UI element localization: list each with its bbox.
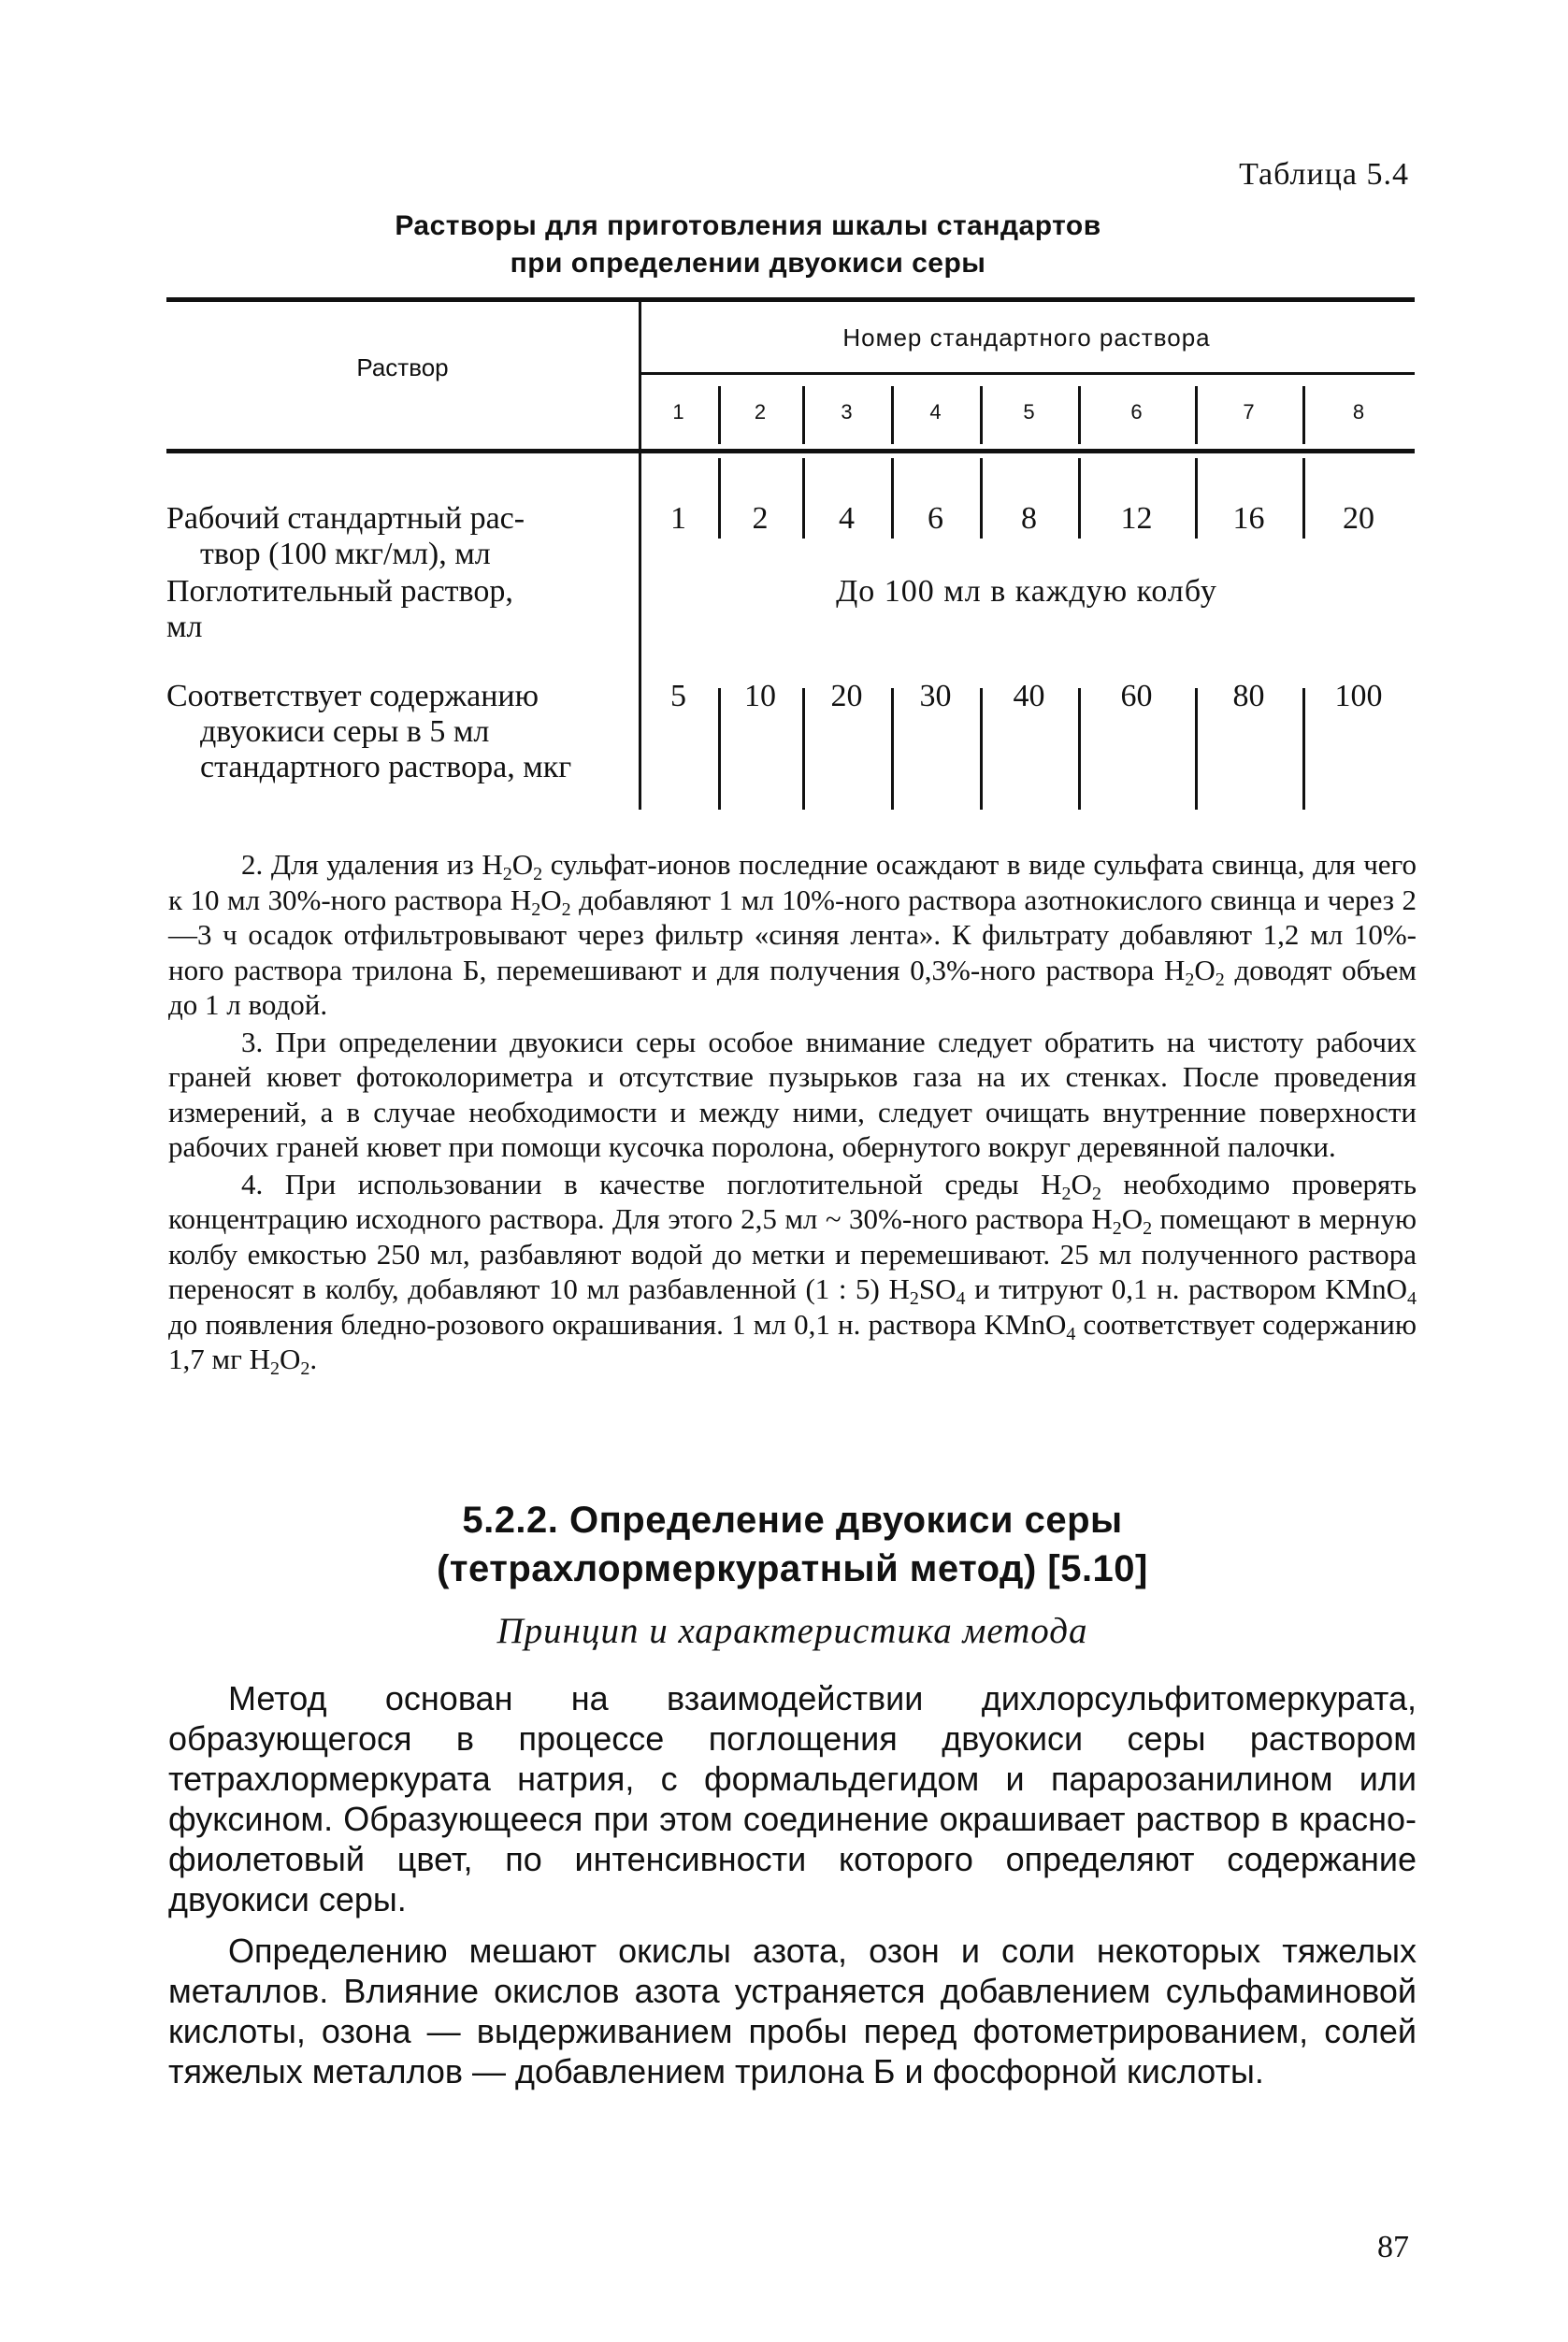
row-label-line: Рабочий стандартный рас- (166, 501, 525, 536)
table-caption-line: Растворы для приготовления шкалы стандартов (395, 210, 1101, 241)
column-number: 7 (1243, 400, 1255, 424)
table-caption (281, 208, 1216, 282)
row-label-content (166, 679, 625, 785)
subscript: 2 (561, 898, 571, 920)
note-text: и титруют 0,1 н. раствором KMnO (965, 1272, 1407, 1305)
column-divider (718, 386, 721, 444)
notes (168, 847, 1417, 1379)
subscript: 2 (1061, 1183, 1072, 1204)
column-number: 2 (754, 400, 767, 424)
note-text: сульфат-ионов последние осаждают в виде сульфата свинца, для чего к 10 мл 30%-ного раствора H (168, 848, 1417, 916)
column-divider (1078, 386, 1081, 444)
note-text: O (1121, 1202, 1144, 1235)
table-top-rule (166, 297, 1415, 302)
note-text: O (279, 1343, 301, 1375)
note-text: O (540, 883, 562, 916)
subscript: 2 (1143, 1218, 1153, 1239)
column-number: 6 (1130, 400, 1143, 424)
column-number: 1 (672, 400, 684, 424)
section-title (168, 1496, 1417, 1593)
main-text (168, 1678, 1417, 2103)
subscript: 2 (533, 864, 543, 884)
note-text: соответствует содержанию 1,7 мг H (168, 1307, 1417, 1375)
subscript: 2 (300, 1358, 310, 1379)
subscript: 2 (531, 898, 541, 920)
section-subtitle: Принцип и характеристика метода (496, 1611, 1088, 1651)
table-cell: 4 (839, 501, 855, 536)
paragraph: Определению мешают окислы азота, озон и соли некоторых тяжелых металлов. Влияние окислов азота устраняется добавлением сульфаминовой кислоты, озона — выдерживанием пробы перед фотометрированием, солей тяжелых металлов — добавлением трилона Б и фосфорной кислоты. (168, 1932, 1417, 2091)
section-title-line: (тетрахлормеркуратный метод) [5.10] (437, 1548, 1148, 1589)
column-divider (891, 386, 894, 444)
table-cell: 8 (1021, 501, 1037, 536)
table-cell: 20 (1343, 501, 1374, 536)
standards-table (166, 297, 1415, 810)
header-standard-number: Номер стандартного раствора (842, 323, 1211, 352)
row-label-line: Соответствует содержанию (166, 679, 539, 713)
subscript: 2 (1112, 1218, 1122, 1239)
header-solution: Раствор (356, 353, 449, 381)
table-cell: 16 (1232, 501, 1265, 536)
note-2 (168, 847, 1417, 1023)
table-header-rule (166, 449, 1415, 453)
note-text: до появления бледно-розового окрашивания. 1 мл 0,1 н. раствора KMnO (168, 1307, 1067, 1341)
note-text: 4. При использовании в качестве поглотительной среды H (241, 1167, 1062, 1200)
subscript: 2 (909, 1288, 919, 1309)
table-cell: 12 (1120, 501, 1153, 536)
table-number: Таблица 5.4 (1239, 157, 1409, 192)
note-text: доводят объем до 1 л водой. (168, 953, 1417, 1021)
table-cell: 30 (919, 679, 952, 713)
note-text: SO (918, 1272, 957, 1305)
merged-cell-absorbing: До 100 мл в каждую колбу (836, 574, 1217, 609)
section-title-line: 5.2.2. Определение двуокиси серы (462, 1500, 1123, 1541)
subscript: 2 (269, 1358, 280, 1379)
column-number: 5 (1023, 400, 1035, 424)
subscript: 4 (1407, 1288, 1417, 1309)
subscript: 2 (502, 864, 512, 884)
note-text: O (511, 848, 534, 881)
note-text: 2. Для удаления из H (241, 848, 503, 881)
note-4 (168, 1167, 1417, 1377)
subscript: 4 (956, 1288, 966, 1309)
row-label-line: двуокиси серы в 5 мл (200, 714, 490, 749)
table-caption-line: при определении двуокиси серы (510, 248, 986, 279)
column-divider (980, 386, 983, 444)
note-text: добавляют 1 мл 10%-ного раствора азотнокислого свинца и через 2—3 ч осадок отфильтровывают через фильтр «синяя лента». К фильтрату добавляют 1,2 мл 10%-ного раствора трилона Б, перемешивают и для получения 0,3%-ного раствора H (168, 883, 1417, 986)
subscript: 2 (1185, 969, 1195, 990)
subscript: 4 (1066, 1323, 1076, 1344)
table-cell: 6 (928, 501, 943, 536)
row-label-absorbing-solution (166, 574, 625, 645)
note-text: 3. При определении двуокиси серы особое внимание следует обратить на чистоту рабочих граней кювет фотоколориметра и отсутствие пузырьков газа на их стенках. После проведения измерений, а в случае необходимости и между ними, следует очищать внутренние поверхности рабочих граней кювет при помощи кусочка поролона, обернутого вокруг деревянной палочки. (168, 1025, 1417, 1163)
column-number: 8 (1352, 400, 1365, 424)
table-cell: 2 (752, 501, 769, 536)
subscript: 2 (1091, 1183, 1101, 1204)
table-cell: 100 (1334, 679, 1383, 713)
table-cell: 1 (670, 501, 686, 536)
column-number: 3 (841, 400, 853, 424)
table-group-rule (639, 372, 1415, 375)
subscript: 2 (1215, 969, 1225, 990)
note-text: O (1071, 1167, 1092, 1200)
row-label-line: Поглотительный раствор, (166, 574, 513, 609)
row-label-line: твор (100 мкг/мл), мл (200, 537, 491, 571)
column-number: 4 (929, 400, 942, 424)
table-divider (639, 297, 641, 810)
table-cell: 20 (830, 679, 863, 713)
note-text: необходимо проверять концентрацию исходного раствора. Для этого 2,5 мл ~ 30%-ного раствора H (168, 1167, 1417, 1235)
table-cell: 5 (670, 679, 686, 713)
note-3 (168, 1025, 1417, 1165)
table-cell: 60 (1120, 679, 1153, 713)
table-cell: 40 (1013, 679, 1045, 713)
page-number: 87 (1377, 2230, 1409, 2264)
paragraph: Метод основан на взаимодействии дихлорсульфитомеркурата, образующегося в процессе поглощения двуокиси серы раствором тетрахлормеркурата натрия, с формальдегидом и парарозанилином или фуксином. Образующееся при этом соединение окрашивает раствор в красно-фиолетовый цвет, по интенсивности которого определяют содержание двуокиси серы. (168, 1679, 1417, 1918)
note-text: . (309, 1343, 318, 1375)
table-cell: 10 (744, 679, 776, 713)
row-label-line: стандартного раствора, мкг (200, 750, 572, 784)
table-cell: 80 (1232, 679, 1265, 713)
column-divider (1302, 386, 1305, 444)
column-divider (1195, 386, 1198, 444)
row-label-line: мл (166, 610, 203, 644)
column-divider (802, 386, 805, 444)
note-text: O (1194, 953, 1216, 986)
row-label-working-solution (166, 501, 625, 572)
note-text: помещают в мерную колбу емкостью 250 мл, разбавляют водой до метки и перемешивают. 25 мл полученного раствора переносят в колбу, добавляют 10 мл разбавленной (1 : 5) H (168, 1202, 1417, 1305)
